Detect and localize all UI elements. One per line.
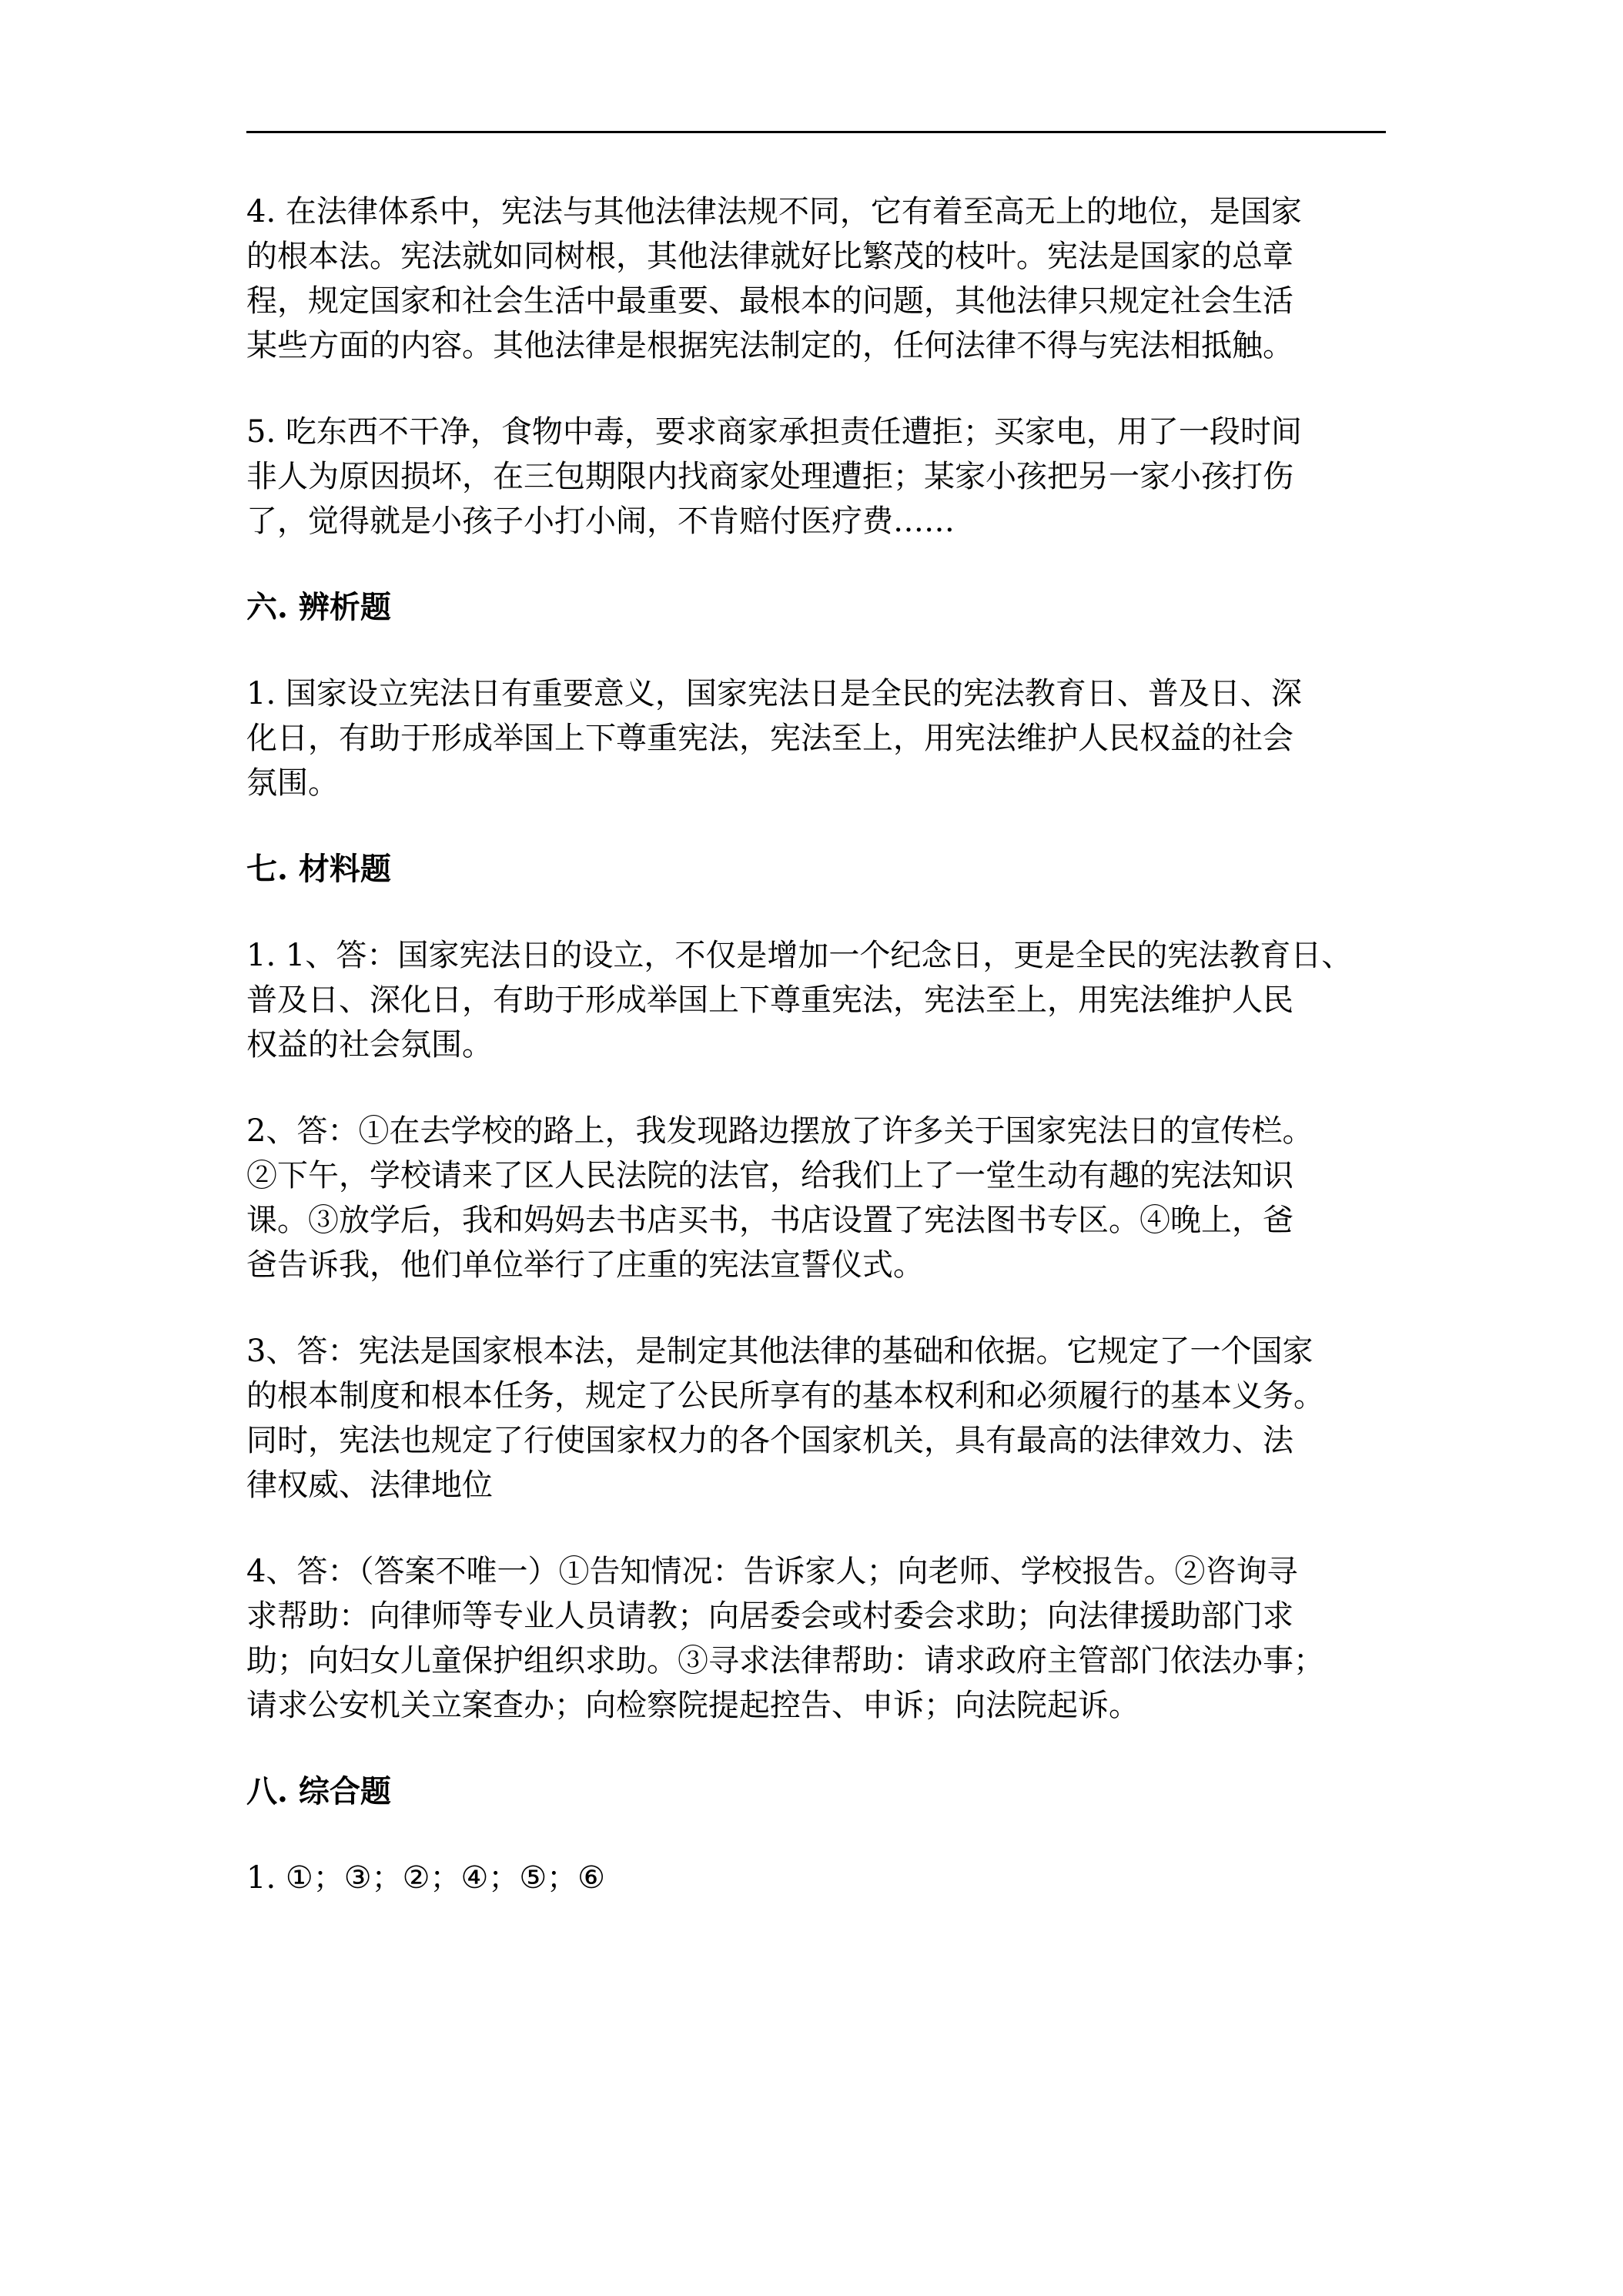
answer-7-4: 4、答：（答案不唯一）①告知情况：告诉家人；向老师、学校报告。②咨询寻 求帮助：向律师等专业人员请教；向居委会或村委会求助；向法律援助部门求 助；向妇女儿童保护组织求助。③寻求法律帮助：请求政府主管部门依法办事； 请求公安机关立案查办；向检察院提起控告、申诉；向法院起诉。 [246,1554,1324,1723]
answer-6-1: 1. 国家设立宪法日有重要意义，国家宪法日是全民的宪法教育日、普及日、深 化日，有助于形成举国上下尊重宪法，宪法至上，用宪法维护人民权益的社会 氛围。 [246,676,1302,801]
section-heading-8: 八. 综合题 [246,1773,391,1809]
section-heading-6: 六. 辨析题 [246,589,391,625]
answer-5-5: 5. 吃东西不干净，食物中毒，要求商家承担责任遭拒；买家电，用了一段时间 非人为原因损坏，在三包期限内找商家处理遭拒；某家小孩把另一家小孩打伤 了，觉得就是小孩子小打小闹，不肯赔付医疗费…… [246,414,1302,539]
section-heading-7: 七. 材料题 [246,851,391,887]
header-rule [246,131,1386,133]
answer-7-1: 1. 1、答：国家宪法日的设立，不仅是增加一个纪念日，更是全民的宪法教育日、 普及日、深化日，有助于形成举国上下尊重宪法，宪法至上，用宪法维护人民 权益的社会氛围。 [246,938,1353,1063]
answer-7-2: 2、答：①在去学校的路上，我发现路边摆放了许多关于国家宪法日的宣传栏。 ②下午，学校请来了区人民法院的法官，给我们上了一堂生动有趣的宪法知识 课。③放学后，我和妈妈去书店买书，书店设置了宪法图书专区。④晚上，爸 爸告诉我，他们单位举行了庄重的宪法宣誓仪式。 [246,1113,1313,1283]
answer-7-3: 3、答：宪法是国家根本法，是制定其他法律的基础和依据。它规定了一个国家 的根本制度和根本任务，规定了公民所享有的基本权利和必须履行的基本义务。 同时，宪法也规定了行使国家权力的各个国家机关，具有最高的法律效力、法 律权威、法律地位 [246,1334,1324,1503]
answer-5-4: 4. 在法律体系中，宪法与其他法律法规不同，它有着至高无上的地位，是国家 的根本法。宪法就如同树根，其他法律就好比繁茂的枝叶。宪法是国家的总章 程，规定国家和社会生活中最重要、最根本的问题，其他法律只规定社会生活 某些方面的内容。其他法律是根据宪法制定的，任何法律不得与宪法相抵触。 [246,194,1302,363]
document-body [246,189,1386,1942]
answer-8-1: 1. ①；③；②；④；⑤；⑥ [246,1860,606,1896]
